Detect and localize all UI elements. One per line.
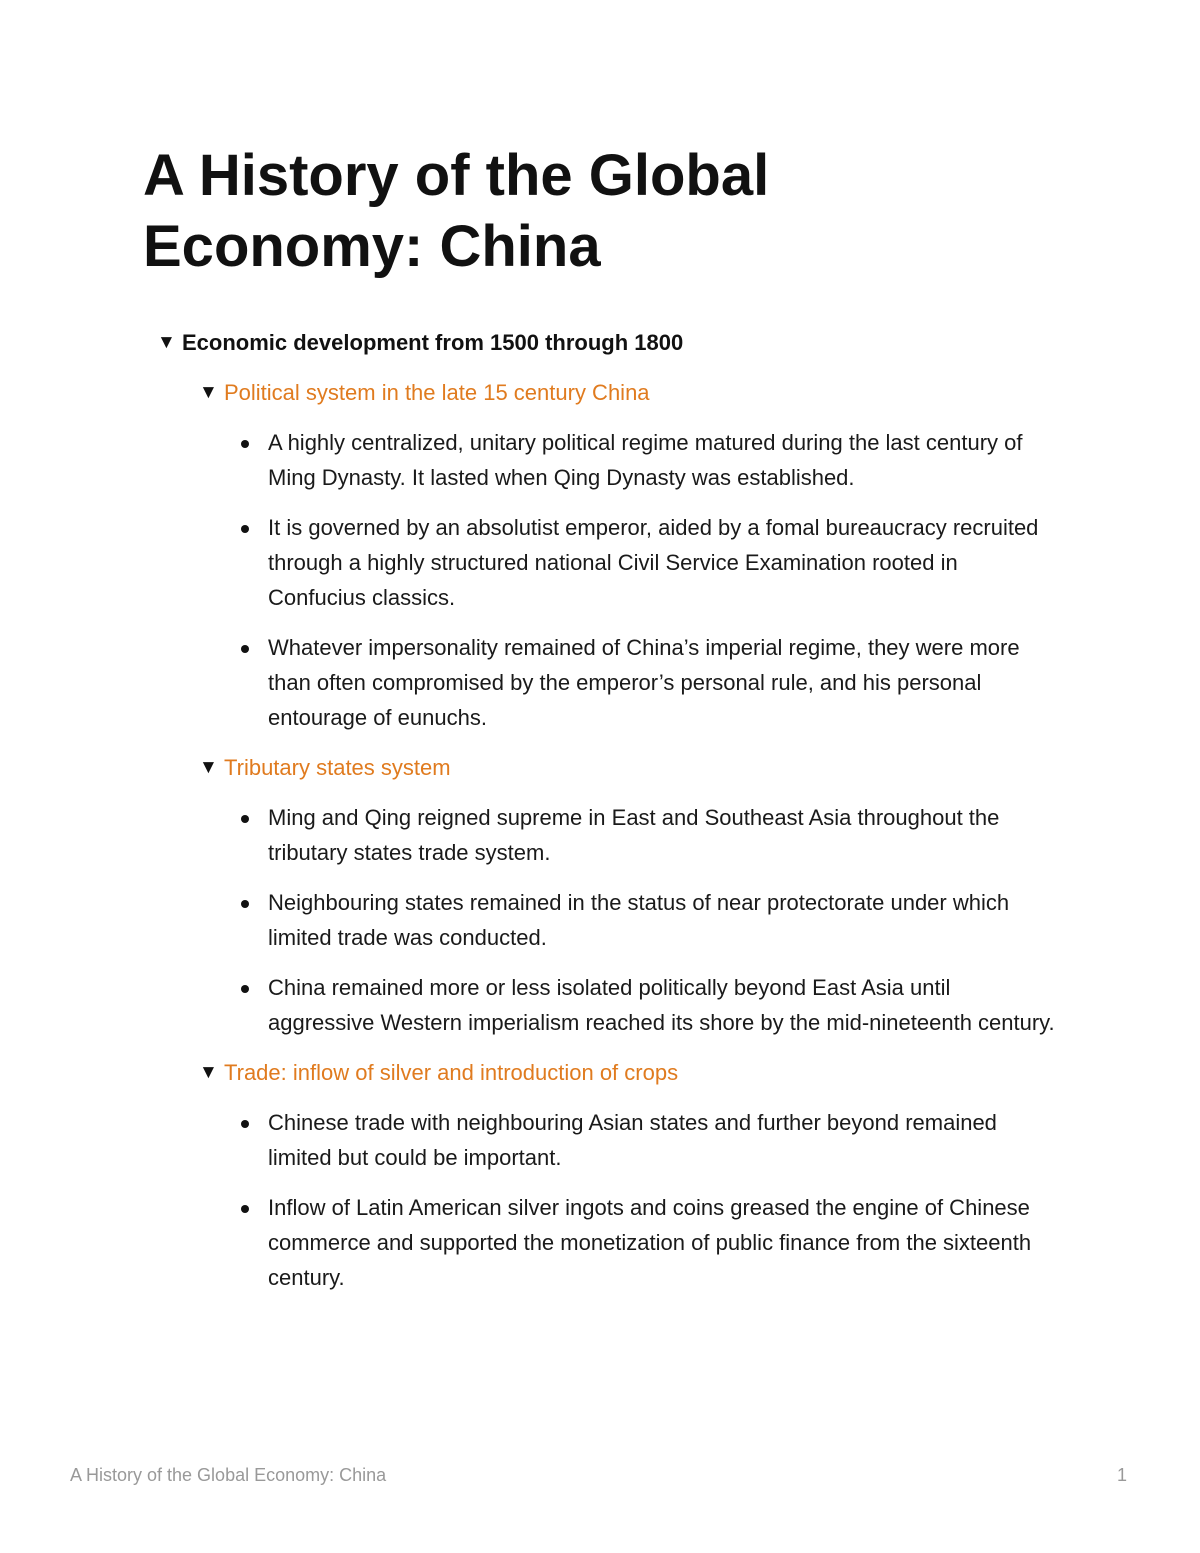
list-item [0, 970, 1058, 1040]
triangle-down-icon[interactable]: ▼ [199, 757, 218, 778]
list-item [0, 1105, 1058, 1175]
list-item [0, 885, 1058, 955]
section-heading: Economic development from 1500 through 1800 [182, 330, 684, 355]
subsection-heading: Trade: inflow of silver and introduction of crops [224, 1060, 679, 1085]
list-item-text: China remained more or less isolated politically beyond East Asia until aggressive Western imperialism reached its shore by the mid-nineteenth century. [268, 975, 1055, 1035]
list-item-text: Inflow of Latin American silver ingots and coins greased the engine of Chinese commerce and supported the monetization of public finance from the sixteenth century. [268, 1195, 1032, 1290]
subsection-heading: Political system in the late 15 century China [224, 380, 650, 405]
bullet-icon [241, 1120, 249, 1128]
bullet-icon [241, 525, 249, 533]
list-item-text: It is governed by an absolutist emperor, aided by a fomal bureaucracy recruited through a highly structured national Civil Service Examination rooted in Confucius classics. [268, 515, 1039, 610]
list-item [0, 630, 1058, 735]
bullet-list [0, 1105, 1200, 1295]
list-item [0, 425, 1058, 495]
triangle-down-icon[interactable]: ▼ [199, 382, 218, 403]
subsection-toggle[interactable] [0, 1055, 1200, 1090]
list-item-text: A highly centralized, unitary political regime matured during the last century of Ming Dynasty. It lasted when Qing Dynasty was established. [268, 430, 1023, 490]
page-number: 1 [1117, 1465, 1128, 1485]
page-title: A History of the Global Economy: China [143, 143, 770, 279]
triangle-down-icon[interactable]: ▼ [199, 1062, 218, 1083]
subsection-toggle[interactable] [0, 750, 1200, 785]
footer-title: A History of the Global Economy: China [70, 1465, 387, 1485]
list-item [0, 800, 1058, 870]
list-item-text: Neighbouring states remained in the status of near protectorate under which limited trade was conducted. [268, 890, 1010, 950]
bullet-icon [241, 815, 249, 823]
bullet-icon [241, 900, 249, 908]
bullet-icon [241, 985, 249, 993]
bullet-list [0, 425, 1200, 735]
bullet-icon [241, 1205, 249, 1213]
list-item-text: Ming and Qing reigned supreme in East and Southeast Asia throughout the tributary states trade system. [268, 805, 1000, 865]
subsection-toggle[interactable] [0, 375, 1200, 410]
outline [0, 325, 1200, 1310]
list-item [0, 1190, 1058, 1295]
bullet-icon [241, 645, 249, 653]
subsection-heading: Tributary states system [224, 755, 451, 780]
section-toggle[interactable] [0, 325, 1200, 360]
list-item-text: Chinese trade with neighbouring Asian states and further beyond remained limited but could be important. [268, 1110, 997, 1170]
bullet-list [0, 800, 1200, 1040]
triangle-down-icon[interactable]: ▼ [157, 332, 176, 353]
list-item [0, 510, 1058, 615]
list-item-text: Whatever impersonality remained of China’s imperial regime, they were more than often compromised by the emperor’s personal rule, and his personal entourage of eunuchs. [268, 635, 1020, 730]
bullet-icon [241, 440, 249, 448]
